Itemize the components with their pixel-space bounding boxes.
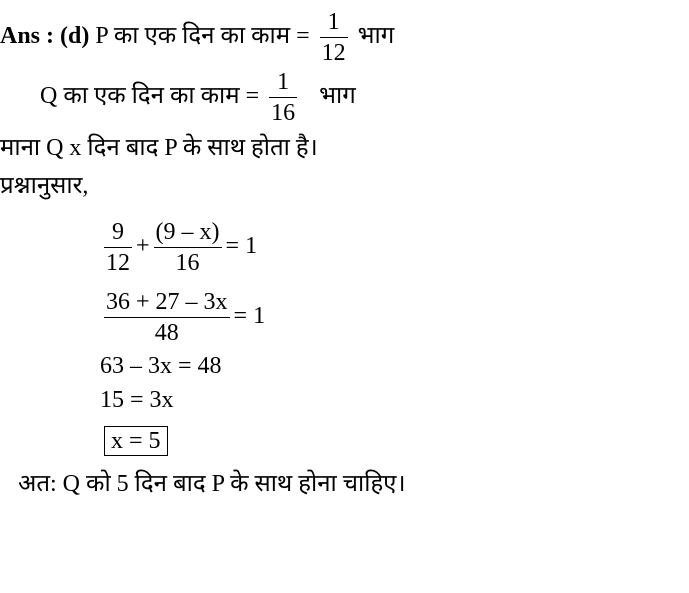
fraction-bar bbox=[320, 37, 348, 38]
plus-sign: + bbox=[136, 233, 150, 260]
boxed-answer: x = 5 bbox=[104, 426, 168, 456]
q-work-text: Q का एक दिन का काम bbox=[40, 83, 240, 110]
fraction-numerator: 1 bbox=[327, 9, 340, 35]
equals-sign: = bbox=[245, 83, 260, 110]
q-work-line bbox=[40, 68, 356, 127]
fraction-denominator: 12 bbox=[321, 40, 346, 66]
fraction-9-12 bbox=[104, 218, 132, 277]
p-work-fraction bbox=[320, 8, 348, 67]
fraction-numerator: 9 bbox=[112, 219, 124, 245]
equation-rhs: = 1 bbox=[225, 233, 258, 260]
equals-sign: = bbox=[296, 23, 310, 50]
equation-1 bbox=[100, 218, 257, 277]
answer-option: (d) bbox=[60, 23, 90, 50]
fraction-denominator: 12 bbox=[106, 250, 130, 276]
fraction-denominator: 16 bbox=[271, 100, 296, 126]
unit-text: भाग bbox=[357, 23, 395, 50]
equation-3: 63 – 3x = 48 bbox=[100, 353, 222, 379]
equation-2 bbox=[100, 288, 265, 347]
equation-5 bbox=[104, 426, 168, 456]
p-work-text: P का एक दिन का काम bbox=[95, 23, 291, 50]
answer-label: Ans : bbox=[0, 23, 55, 50]
fraction-9-minus-x-16 bbox=[154, 218, 222, 277]
assumption-line: माना Q x दिन बाद P के साथ होता है। bbox=[0, 135, 318, 161]
unit-text: भाग bbox=[319, 83, 356, 110]
equation-4: 15 = 3x bbox=[100, 387, 174, 413]
conclusion-line: अत: Q को 5 दिन बाद P के साथ होना चाहिए। bbox=[18, 471, 406, 497]
fraction-bar bbox=[104, 247, 132, 248]
equation-rhs: = 1 bbox=[233, 303, 266, 330]
fraction-bar bbox=[104, 317, 230, 318]
fraction-bar bbox=[269, 97, 297, 98]
fraction-denominator: 48 bbox=[154, 320, 179, 346]
according-to-question: प्रश्नानुसार, bbox=[0, 173, 89, 199]
q-work-fraction bbox=[269, 68, 297, 127]
fraction-numerator: 1 bbox=[277, 69, 290, 95]
fraction-denominator: 16 bbox=[175, 250, 200, 276]
fraction-numerator: 36 + 27 – 3x bbox=[106, 289, 228, 315]
fraction-bar bbox=[154, 247, 222, 248]
fraction-numerator: (9 – x) bbox=[155, 219, 220, 245]
answer-line-p bbox=[0, 8, 394, 67]
fraction-sum-48 bbox=[104, 288, 230, 347]
